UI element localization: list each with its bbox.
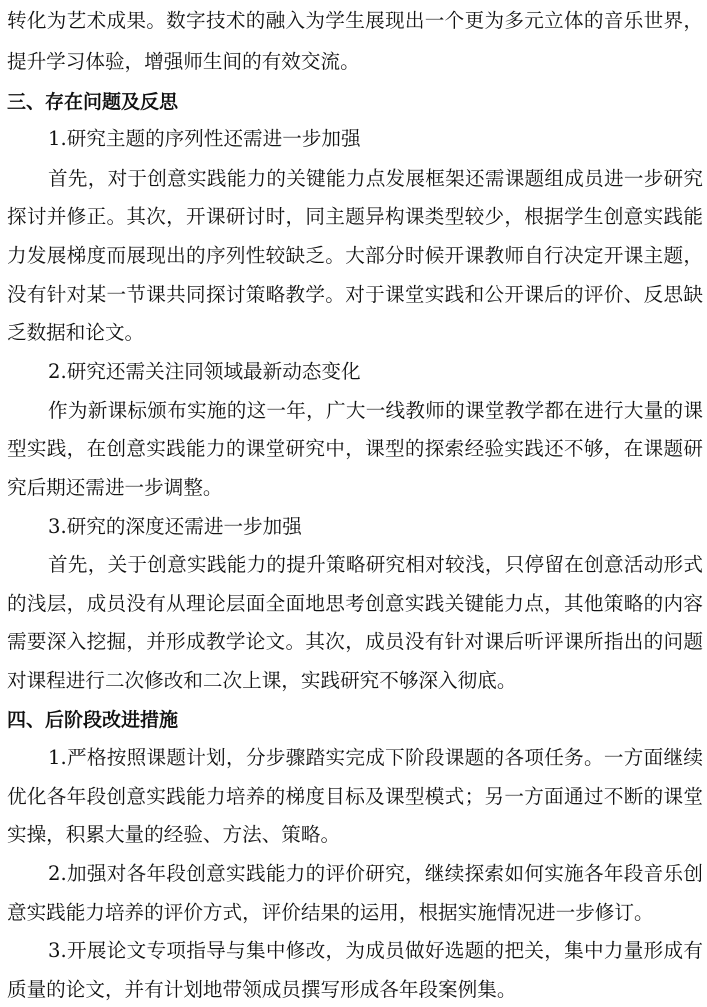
paragraph-first-line: 2.加强对各年段创意实践能力的评价研究，继续探索如何实施各年段音乐创 bbox=[48, 862, 703, 885]
text-line: 没有针对某一节课共同探讨策略教学。对于课堂实践和公开课后的评价、反思缺 bbox=[7, 283, 703, 306]
paragraph-first-line: 1.严格按照课题计划，分步骤踏实完成下阶段课题的各项任务。一方面继续 bbox=[48, 746, 703, 769]
paragraph-first-line: 首先，对于创意实践能力的关键能力点发展框架还需课题组成员进一步研究 bbox=[48, 167, 703, 190]
subsection-heading: 2.研究还需关注同领域最新动态变化 bbox=[48, 360, 361, 383]
text-line: 优化各年段创意实践能力培养的梯度目标及课型模式；另一方面通过不断的课堂 bbox=[7, 785, 703, 808]
text-line: 提升学习体验，增强师生间的有效交流。 bbox=[7, 50, 360, 73]
paragraph-first-line: 作为新课标颁布实施的这一年，广大一线教师的课堂教学都在进行大量的课 bbox=[48, 399, 703, 422]
text-line: 需要深入挖掘，并形成教学论文。其次，成员没有针对课后听评课所指出的问题 bbox=[7, 630, 703, 653]
text-line: 意实践能力培养的评价方式，评价结果的运用，根据实施情况进一步修订。 bbox=[7, 901, 654, 924]
section-heading: 四、后阶段改进措施 bbox=[7, 709, 179, 731]
text-line: 实操，积累大量的经验、方法、策略。 bbox=[7, 823, 341, 846]
text-line: 究后期还需进一步调整。 bbox=[7, 476, 223, 499]
subsection-heading: 1.研究主题的序列性还需进一步加强 bbox=[48, 127, 361, 150]
subsection-heading: 3.研究的深度还需进一步加强 bbox=[48, 515, 302, 538]
paragraph-first-line: 3.开展论文专项指导与集中修改，为成员做好选题的把关，集中力量形成有 bbox=[48, 939, 703, 962]
paragraph-first-line: 首先，关于创意实践能力的提升策略研究相对较浅，只停留在创意活动形式 bbox=[48, 553, 703, 576]
text-line: 力发展梯度而展现出的序列性较缺乏。大部分时候开课教师自行决定开课主题， bbox=[7, 244, 703, 267]
text-line: 探讨并修正。其次，开课研讨时，同主题异构课类型较少，根据学生创意实践能 bbox=[7, 205, 703, 228]
text-line: 乏数据和论文。 bbox=[7, 321, 145, 344]
text-line: 对课程进行二次修改和二次上课，实践研究不够深入彻底。 bbox=[7, 669, 517, 692]
text-line: 的浅层，成员没有从理论层面全面地思考创意实践关键能力点，其他策略的内容 bbox=[7, 592, 703, 615]
text-line: 转化为艺术成果。数字技术的融入为学生展现出一个更为多元立体的音乐世界， bbox=[7, 9, 703, 32]
section-heading: 三、存在问题及反思 bbox=[7, 91, 179, 113]
text-line: 型实践，在创意实践能力的课堂研究中，课型的探索经验实践还不够，在课题研 bbox=[7, 437, 703, 460]
text-line: 质量的论文，并有计划地带领成员撰写形成各年段案例集。 bbox=[7, 978, 517, 1001]
